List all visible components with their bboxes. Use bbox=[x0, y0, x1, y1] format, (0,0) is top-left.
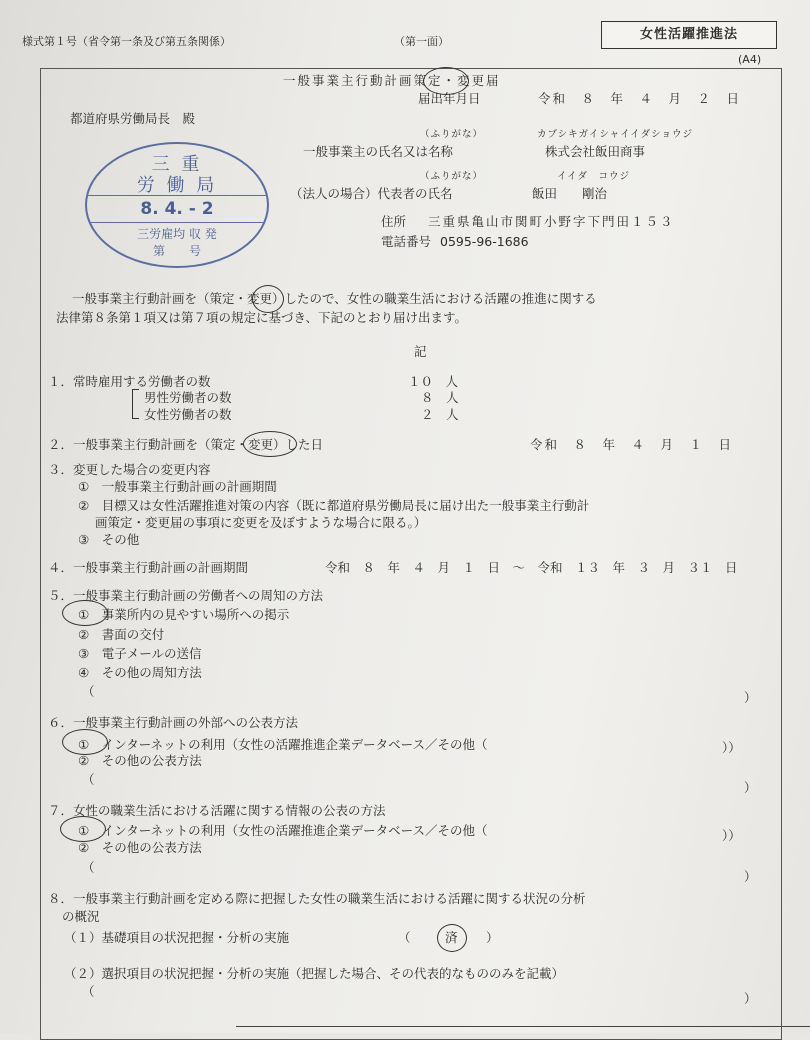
stamp-line2: 労 働 局 bbox=[136, 175, 218, 196]
address: 三重県亀山市関町小野字下門田１５３ bbox=[428, 214, 675, 229]
item4-label: ４．一般事業主行動計画の計画期間 bbox=[48, 560, 249, 575]
item5-selection-circle bbox=[62, 600, 108, 626]
item6-option1: ① インターネットの利用（女性の活躍推進企業データベース／その他（ bbox=[78, 737, 488, 752]
item5-label: ５．一般事業主行動計画の労働者への周知の方法 bbox=[48, 588, 324, 603]
phone-number: 0595-96-1686 bbox=[440, 234, 529, 249]
address-label: 住所 bbox=[381, 214, 407, 229]
item1-female-label: 女性労働者の数 bbox=[144, 407, 232, 422]
item6-paren-close: ） bbox=[744, 780, 757, 795]
item8-sub1-circle bbox=[437, 924, 467, 952]
item8-sub2: （２）選択項目の状況把握・分析の実施（把握した場合、その代表的なもののみを記載） bbox=[64, 966, 565, 981]
company-furigana: カブシキガイシャイイダショウジ bbox=[537, 129, 693, 140]
item1-male: ８ 人 bbox=[421, 390, 459, 405]
law-label-box: 女性活躍推進法 bbox=[601, 21, 777, 49]
rep-name: 飯田 剛治 bbox=[532, 186, 608, 201]
employer-name: 株式会社飯田商事 bbox=[545, 144, 646, 159]
stamp-line5: 第 号 bbox=[152, 244, 201, 258]
item6-label: ６．一般事業主行動計画の外部への公表方法 bbox=[48, 715, 299, 730]
item1-label: １．常時雇用する労働者の数 bbox=[48, 374, 211, 389]
item2-label: ２．一般事業主行動計画を（策定・変更）した日 bbox=[48, 437, 324, 452]
intro-line2: 法律第８条第１項又は第７項の規定に基づき、下記のとおり届け出ます。 bbox=[56, 310, 468, 325]
bottom-divider bbox=[236, 1026, 810, 1027]
furigana-label-2: （ふりがな） bbox=[420, 171, 484, 182]
item1-male-label: 男性労働者の数 bbox=[144, 390, 232, 405]
item5-option3: ③ 電子メールの送信 bbox=[78, 646, 202, 661]
item4-period: 令和 ８ 年 ４ 月 １ 日 ～ 令和 １３ 年 ３ 月 ３１ 日 bbox=[325, 560, 738, 575]
intro-selection-circle bbox=[252, 285, 284, 313]
item5-option4: ④ その他の周知方法 bbox=[78, 665, 202, 680]
receipt-stamp bbox=[85, 142, 269, 268]
item7-option1-close: ）） bbox=[722, 828, 741, 843]
date-label: 届出年月日 bbox=[418, 91, 481, 106]
intro-line1: 一般事業主行動計画を（策定・変更）したので、女性の職業生活における活躍の推進に関する bbox=[72, 291, 597, 306]
item7-option2: ② その他の公表方法 bbox=[78, 840, 202, 855]
item5-paren-open: （ bbox=[82, 684, 95, 699]
addressee: 都道府県労働局長 殿 bbox=[70, 111, 196, 126]
item7-paren-close: ） bbox=[744, 869, 757, 884]
item3-option3: ③ その他 bbox=[78, 532, 140, 547]
item8-paren-close: ） bbox=[744, 991, 757, 1006]
item7-paren-open: （ bbox=[82, 860, 95, 875]
ki-heading: 記 bbox=[414, 344, 427, 359]
item6-selection-circle bbox=[62, 729, 108, 755]
item2-selection-circle bbox=[243, 431, 297, 457]
item7-label: ７．女性の職業生活における活躍に関する情報の公表の方法 bbox=[48, 803, 386, 818]
stamp-line4: 三労雇均 収 発 bbox=[137, 227, 217, 241]
item3-option2b: 画策定・変更届の事項に変更を及ぼすような場合に限る。） bbox=[95, 515, 427, 530]
item8-label-a: ８．一般事業主行動計画を定める際に把握した女性の職業生活における活躍に関する状況の分析 bbox=[48, 891, 586, 906]
rep-furigana: イイダ コウジ bbox=[557, 171, 631, 182]
item3-label: ３．変更した場合の変更内容 bbox=[48, 462, 211, 477]
stamp-line1: 三 重 bbox=[151, 154, 203, 175]
item5-paren-close: ） bbox=[744, 690, 757, 705]
item3-option1: ① 一般事業主行動計画の計画期間 bbox=[78, 479, 277, 494]
submission-date: 令和 ８ 年 ４ 月 ２ 日 bbox=[538, 91, 742, 106]
item7-selection-circle bbox=[60, 816, 106, 842]
stamp-date: 8. 4. - 2 bbox=[140, 199, 214, 219]
item5-option2: ② 書面の交付 bbox=[78, 627, 165, 642]
page-side-label: （第一面） bbox=[394, 35, 449, 48]
item3-option2a: ② 目標又は女性活躍推進対策の内容（既に都道府県労働局長に届け出た一般事業主行動計 bbox=[78, 498, 590, 513]
item6-option2: ② その他の公表方法 bbox=[78, 753, 202, 768]
furigana-label-1: （ふりがな） bbox=[420, 129, 484, 140]
item5-option1: ① 事業所内の見やすい場所への掲示 bbox=[78, 607, 290, 622]
item8-sub1-value: 済 bbox=[445, 930, 458, 945]
item1-bracket bbox=[132, 389, 139, 419]
item8-paren-open: （ bbox=[82, 984, 95, 999]
item6-option1-close: ）） bbox=[722, 740, 741, 755]
employer-name-label: 一般事業主の氏名又は名称 bbox=[303, 144, 454, 159]
item8-sub1-close: ） bbox=[486, 930, 499, 945]
item1-total: １０ 人 bbox=[408, 374, 459, 389]
form-number: 様式第１号（省令第一条及び第五条関係） bbox=[22, 35, 231, 48]
paper-size-label: (A4) bbox=[738, 53, 762, 66]
item7-option1: ① インターネットの利用（女性の活躍推進企業データベース／その他（ bbox=[78, 823, 488, 838]
form-title: 一般事業主行動計画策定・変更届 bbox=[283, 73, 501, 88]
item8-sub1: （１）基礎項目の状況把握・分析の実施 bbox=[64, 930, 290, 945]
item8-sub1-open: （ bbox=[398, 930, 411, 945]
rep-name-label: （法人の場合）代表者の氏名 bbox=[290, 186, 453, 201]
item1-female: ２ 人 bbox=[421, 407, 459, 422]
phone-label: 電話番号 bbox=[381, 234, 432, 249]
item2-date: 令和 ８ 年 ４ 月 １ 日 bbox=[530, 437, 734, 452]
item6-paren-open: （ bbox=[82, 772, 95, 787]
item8-label-b: の概況 bbox=[62, 909, 100, 924]
